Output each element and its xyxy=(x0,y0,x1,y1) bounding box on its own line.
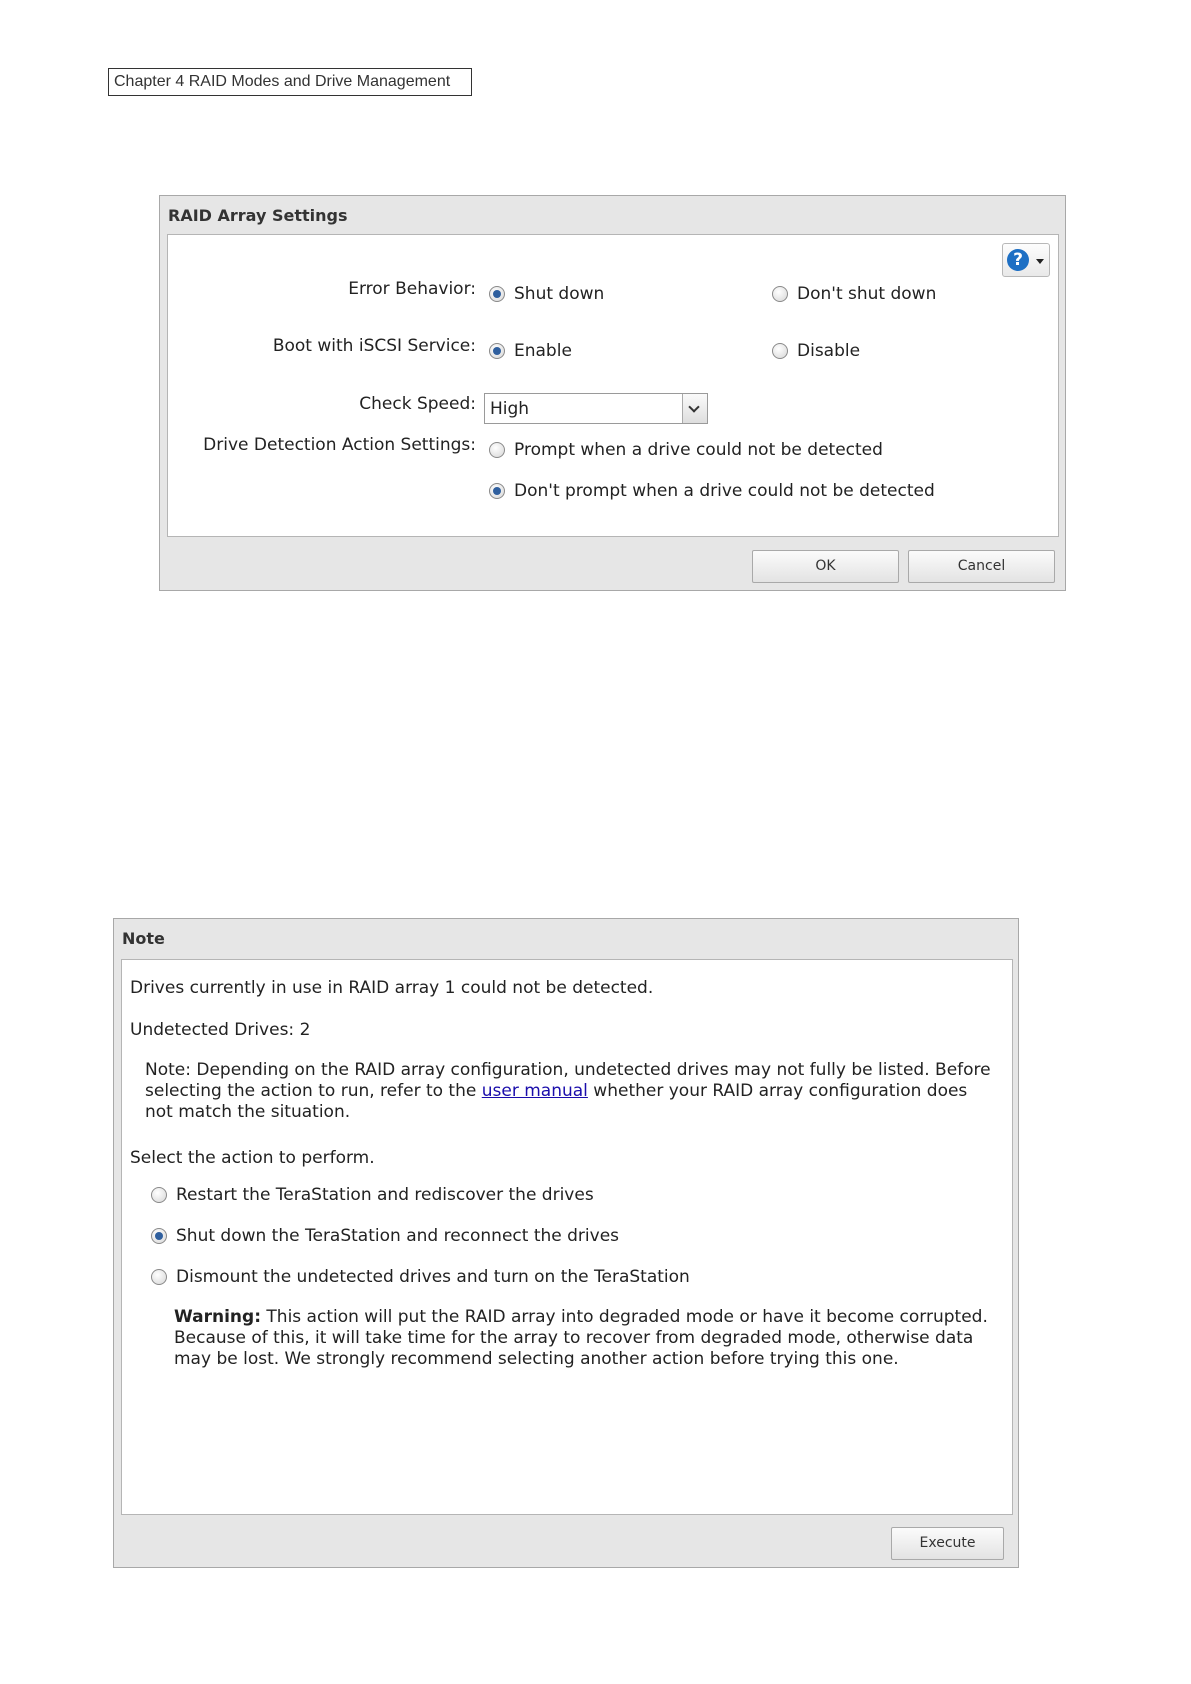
option-label: Shut down xyxy=(514,284,605,304)
undetected-drives-text: Undetected Drives: 2 xyxy=(130,1020,311,1040)
radio-button-selected[interactable] xyxy=(489,343,505,359)
dialog-title: RAID Array Settings xyxy=(168,206,348,225)
radio-button-selected[interactable] xyxy=(489,483,505,499)
error-behavior-label: Error Behavior: xyxy=(348,279,476,299)
radio-button[interactable] xyxy=(151,1269,167,1285)
drive-detection-dont-prompt-option[interactable] xyxy=(489,481,935,501)
radio-button[interactable] xyxy=(489,442,505,458)
message-text: Drives currently in use in RAID array 1 could not be detected. xyxy=(130,978,654,998)
select-action-prompt: Select the action to perform. xyxy=(130,1148,375,1168)
check-speed-select[interactable] xyxy=(484,393,708,424)
action-dismount-option[interactable] xyxy=(151,1267,690,1287)
radio-button-selected[interactable] xyxy=(489,286,505,302)
radio-button-selected[interactable] xyxy=(151,1228,167,1244)
note-paragraph: Note: Depending on the RAID array configuration, undetected drives may not fully be listed. Before selecting the action to run, refer to the user manual whether your RAID array configuration does not match the situation. xyxy=(145,1060,991,1122)
error-behavior-dont-shutdown-option[interactable] xyxy=(772,284,936,304)
dialog-title: Note xyxy=(122,929,165,948)
radio-button[interactable] xyxy=(772,286,788,302)
warning-label: Warning: xyxy=(174,1307,262,1327)
action-restart-option[interactable] xyxy=(151,1185,594,1205)
iscsi-label: Boot with iSCSI Service: xyxy=(272,336,476,356)
settings-panel xyxy=(167,234,1059,537)
option-label: Shut down the TeraStation and reconnect the drives xyxy=(176,1226,620,1246)
option-label: Prompt when a drive could not be detected xyxy=(514,440,883,460)
action-shutdown-option[interactable] xyxy=(151,1226,619,1246)
note-dialog xyxy=(113,918,1019,1568)
note-panel xyxy=(121,959,1013,1515)
ok-button[interactable]: OK xyxy=(752,550,899,583)
chevron-down-icon xyxy=(1036,259,1044,264)
iscsi-disable-option[interactable] xyxy=(772,341,860,361)
help-button[interactable] xyxy=(1002,243,1050,277)
option-label: Dismount the undetected drives and turn on the TeraStation xyxy=(176,1267,690,1287)
chevron-down-icon[interactable] xyxy=(682,394,707,423)
cancel-button[interactable]: Cancel xyxy=(908,550,1055,583)
user-manual-link[interactable]: user manual xyxy=(481,1081,588,1101)
option-label: Disable xyxy=(797,341,861,361)
radio-button[interactable] xyxy=(151,1187,167,1203)
option-label: Enable xyxy=(514,341,572,361)
check-speed-label: Check Speed: xyxy=(359,394,476,414)
option-label: Don't shut down xyxy=(797,284,937,304)
raid-array-settings-dialog xyxy=(159,195,1066,591)
execute-button[interactable]: Execute xyxy=(891,1527,1004,1560)
check-speed-value: High xyxy=(490,399,530,419)
iscsi-enable-option[interactable] xyxy=(489,341,572,361)
chapter-header: Chapter 4 RAID Modes and Drive Management xyxy=(108,68,472,96)
warning-paragraph: Warning: This action will put the RAID array into degraded mode or have it become corrupted. Because of this, it will take time for the array to recover from degraded mode, otherwise data may be lost. We strongly recommend selecting another action before trying this one. xyxy=(174,1307,988,1369)
drive-detection-prompt-option[interactable] xyxy=(489,440,883,460)
option-label: Restart the TeraStation and rediscover the drives xyxy=(176,1185,594,1205)
error-behavior-shutdown-option[interactable] xyxy=(489,284,604,304)
drive-detection-label: Drive Detection Action Settings: xyxy=(203,435,476,455)
option-label: Don't prompt when a drive could not be detected xyxy=(514,481,935,501)
radio-button[interactable] xyxy=(772,343,788,359)
question-circle-icon: ? xyxy=(1007,249,1029,271)
